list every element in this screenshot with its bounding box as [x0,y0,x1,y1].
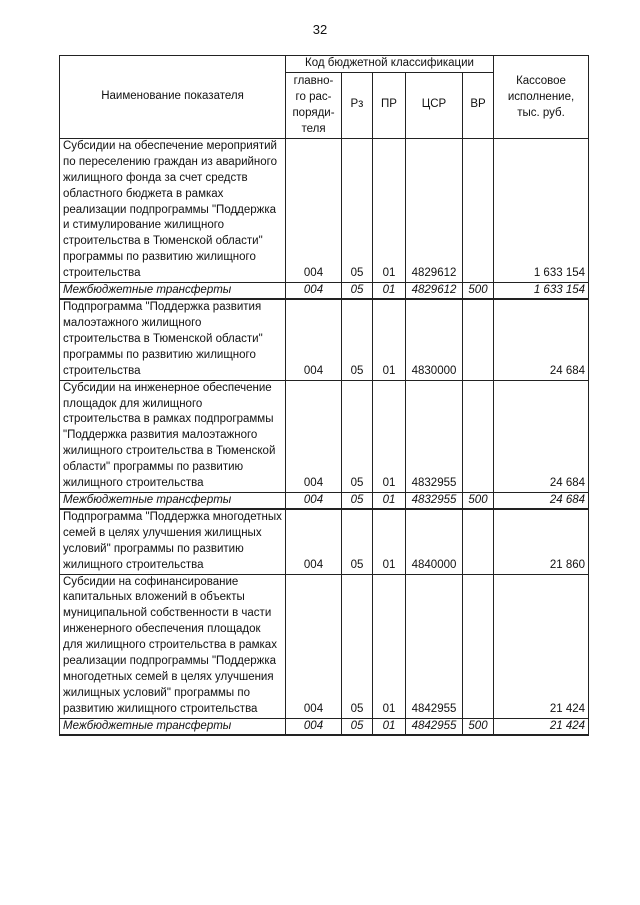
row-name: Межбюджетные трансферты [60,283,286,300]
header-pr: ПР [373,72,406,138]
row-pr: 01 [373,283,406,300]
row-pr: 01 [373,380,406,492]
header-name: Наименование показателя [60,56,286,139]
row-pr: 01 [373,718,406,735]
header-csr: ЦСР [406,72,463,138]
row-amount: 24 684 [494,380,589,492]
row-gr: 004 [286,718,342,735]
table-row [60,509,589,574]
row-pr: 01 [373,138,406,282]
row-gr: 004 [286,299,342,380]
budget-table [59,55,589,736]
row-vr: 500 [463,492,494,509]
row-vr [463,380,494,492]
row-rz: 05 [342,138,373,282]
row-csr: 4832955 [406,492,463,509]
row-gr: 004 [286,283,342,300]
row-vr: 500 [463,283,494,300]
row-amount: 1 633 154 [494,283,589,300]
row-name: Субсидии на обеспечение мероприятий по переселению граждан из аварийного жилищного фонда за счет средств областного бюджета в рамках реализации подпрограммы "Поддержка и стимулирование жилищного строительства в Тюменской области" программы по развитию жилищного строительства [60,138,286,282]
table-row [60,492,589,509]
row-name: Подпрограмма "Поддержка многодетных семей в целях улучшения жилищных условий" программы по развитию жилищного строительства [60,509,286,574]
row-csr: 4830000 [406,299,463,380]
row-name: Межбюджетные трансферты [60,718,286,735]
row-rz: 05 [342,380,373,492]
row-gr: 004 [286,380,342,492]
row-rz: 05 [342,492,373,509]
row-gr: 004 [286,138,342,282]
header-code-group: Код бюджетной классификации [286,56,494,73]
table-row [60,718,589,735]
row-name: Межбюджетные трансферты [60,492,286,509]
table-row [60,299,589,380]
row-rz: 05 [342,718,373,735]
table-row [60,138,589,282]
row-name: Подпрограмма "Поддержка развития малоэтажного жилищного строительства в Тюменской области" программы по развитию жилищного строительства [60,299,286,380]
row-vr [463,138,494,282]
table-row [60,380,589,492]
row-rz: 05 [342,299,373,380]
row-amount: 21 424 [494,574,589,718]
row-csr: 4842955 [406,718,463,735]
row-name: Субсидии на софинансирование капитальных вложений в объекты муниципальной собственности в части инженерного обеспечения площадок для жилищного строительства в рамках реализации подпрограммы "Поддержка многодетных семей в целях улучшения жилищных условий" программы по развитию жилищного строительства [60,574,286,718]
row-amount: 24 684 [494,492,589,509]
row-amount: 1 633 154 [494,138,589,282]
row-amount: 24 684 [494,299,589,380]
table-row [60,283,589,300]
row-pr: 01 [373,492,406,509]
row-csr: 4842955 [406,574,463,718]
row-gr: 004 [286,509,342,574]
row-vr: 500 [463,718,494,735]
row-csr: 4840000 [406,509,463,574]
row-vr [463,574,494,718]
row-pr: 01 [373,574,406,718]
row-gr: 004 [286,574,342,718]
header-rz: Рз [342,72,373,138]
row-csr: 4829612 [406,283,463,300]
row-amount: 21 424 [494,718,589,735]
page-number: 32 [312,22,328,37]
row-rz: 05 [342,283,373,300]
row-amount: 21 860 [494,509,589,574]
row-pr: 01 [373,509,406,574]
table-row [60,574,589,718]
header-vr: ВР [463,72,494,138]
row-vr [463,509,494,574]
row-rz: 05 [342,574,373,718]
row-name: Субсидии на инженерное обеспечение площадок для жилищного строительства в рамках подпрограммы "Поддержка развития малоэтажного жилищного строительства в Тюменской области" программы по развитию жилищного строительства [60,380,286,492]
row-vr [463,299,494,380]
header-execution: Кассовое исполнение, тыс. руб. [494,56,589,139]
row-pr: 01 [373,299,406,380]
row-csr: 4832955 [406,380,463,492]
row-rz: 05 [342,509,373,574]
row-gr: 004 [286,492,342,509]
header-gr: главно-го рас-поряди-теля [286,72,342,138]
row-csr: 4829612 [406,138,463,282]
